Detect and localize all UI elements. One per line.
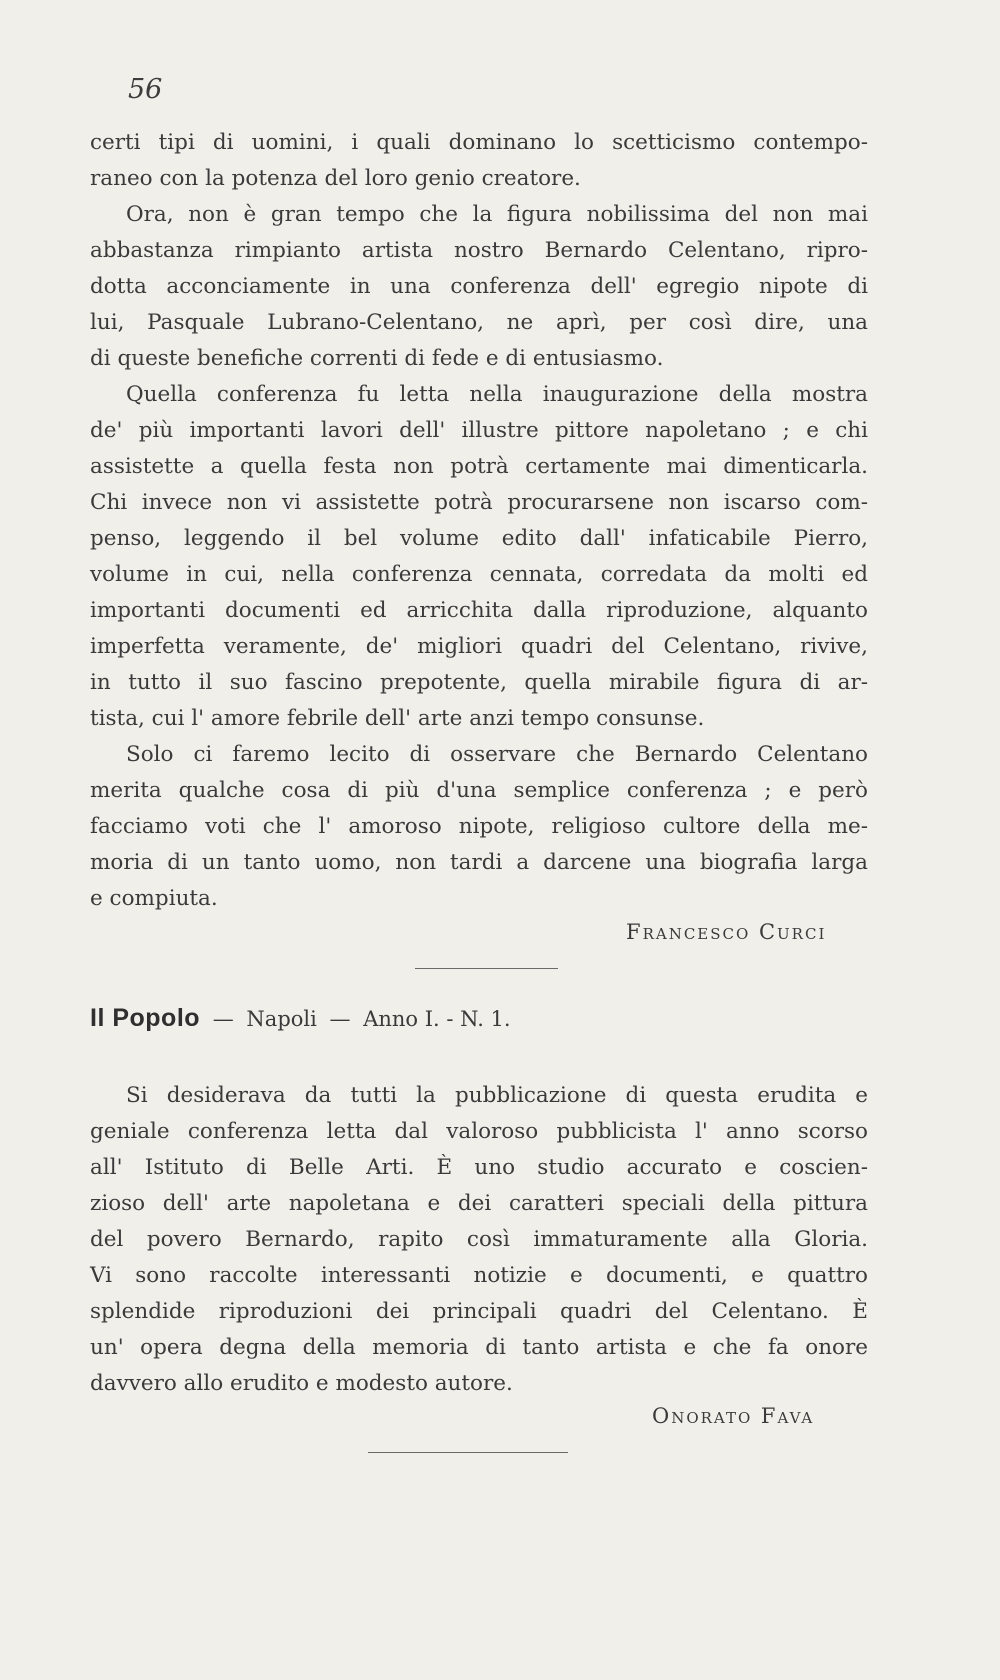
text-line: volume in cui, nella conferenza cennata, corredata da molti ed bbox=[90, 562, 868, 587]
text-line: di queste benefiche correnti di fede e di entusiasmo. bbox=[90, 346, 664, 371]
text-line: imperfetta veramente, de' migliori quadri del Celentano, rivive, bbox=[90, 634, 868, 659]
text-line: dotta acconciamente in una conferenza dell' egregio nipote di bbox=[90, 274, 868, 299]
text-line: Si desiderava da tutti la pubblicazione di questa erudita e bbox=[126, 1083, 868, 1108]
text-line: raneo con la potenza del loro genio creatore. bbox=[90, 166, 581, 191]
text-line: de' più importanti lavori dell' illustre pittore napoletano ; e chi bbox=[90, 418, 868, 443]
review-signature: Onorato Fava bbox=[652, 1404, 815, 1428]
text-line: merita qualche cosa di più d'una semplice conferenza ; e però bbox=[90, 778, 868, 803]
text-line: davvero allo erudito e modesto autore. bbox=[90, 1371, 513, 1396]
text-line: moria di un tanto uomo, non tardi a darcene una biografia larga bbox=[90, 850, 868, 875]
heading-dash: — bbox=[212, 1007, 234, 1031]
newspaper-issue: Anno I. - N. 1. bbox=[363, 1007, 511, 1031]
newspaper-name: Il Popolo bbox=[90, 1004, 201, 1032]
heading-dash: — bbox=[329, 1007, 351, 1031]
text-line: splendide riproduzioni dei principali quadri del Celentano. È bbox=[90, 1299, 868, 1324]
section-divider bbox=[415, 968, 558, 969]
text-line: e compiuta. bbox=[90, 886, 218, 911]
review-body bbox=[90, 1078, 868, 1402]
text-line: un' opera degna della memoria di tanto artista e che fa onore bbox=[90, 1335, 868, 1360]
article-signature: Francesco Curci bbox=[626, 920, 827, 944]
text-line: tista, cui l' amore febrile dell' arte anzi tempo consunse. bbox=[90, 706, 705, 731]
text-line: facciamo voti che l' amoroso nipote, religioso cultore della me- bbox=[90, 814, 868, 839]
text-line: importanti documenti ed arricchita dalla riproduzione, alquanto bbox=[90, 598, 868, 623]
text-line: Quella conferenza fu letta nella inaugurazione della mostra bbox=[126, 382, 868, 407]
section-divider bbox=[368, 1452, 568, 1453]
text-line: assistette a quella festa non potrà certamente mai dimenticarla. bbox=[90, 454, 868, 479]
text-line: Solo ci faremo lecito di osservare che Bernardo Celentano bbox=[126, 742, 868, 767]
article-body bbox=[90, 125, 868, 917]
text-line: all' Istituto di Belle Arti. È uno studio accurato e coscien- bbox=[90, 1155, 868, 1180]
text-line: penso, leggendo il bel volume edito dall' infaticabile Pierro, bbox=[90, 526, 868, 551]
newspaper-city: Napoli bbox=[246, 1007, 317, 1031]
newspaper-heading bbox=[90, 1004, 511, 1033]
text-line: Vi sono raccolte interessanti notizie e documenti, e quattro bbox=[90, 1263, 868, 1288]
text-line: zioso dell' arte napoletana e dei caratteri speciali della pittura bbox=[90, 1191, 868, 1216]
text-line: Ora, non è gran tempo che la figura nobilissima del non mai bbox=[126, 202, 868, 227]
text-line: abbastanza rimpianto artista nostro Bernardo Celentano, ripro- bbox=[90, 238, 868, 263]
text-line: lui, Pasquale Lubrano-Celentano, ne aprì, per così dire, una bbox=[90, 310, 868, 335]
text-line: del povero Bernardo, rapito così immaturamente alla Gloria. bbox=[90, 1227, 868, 1252]
text-line: geniale conferenza letta dal valoroso pubblicista l' anno scorso bbox=[90, 1119, 868, 1144]
page-number: 56 bbox=[128, 74, 163, 105]
text-line: certi tipi di uomini, i quali dominano lo scetticismo contempo- bbox=[90, 130, 868, 155]
text-line: in tutto il suo fascino prepotente, quella mirabile figura di ar- bbox=[90, 670, 868, 695]
text-line: Chi invece non vi assistette potrà procurarsene non iscarso com- bbox=[90, 490, 868, 515]
